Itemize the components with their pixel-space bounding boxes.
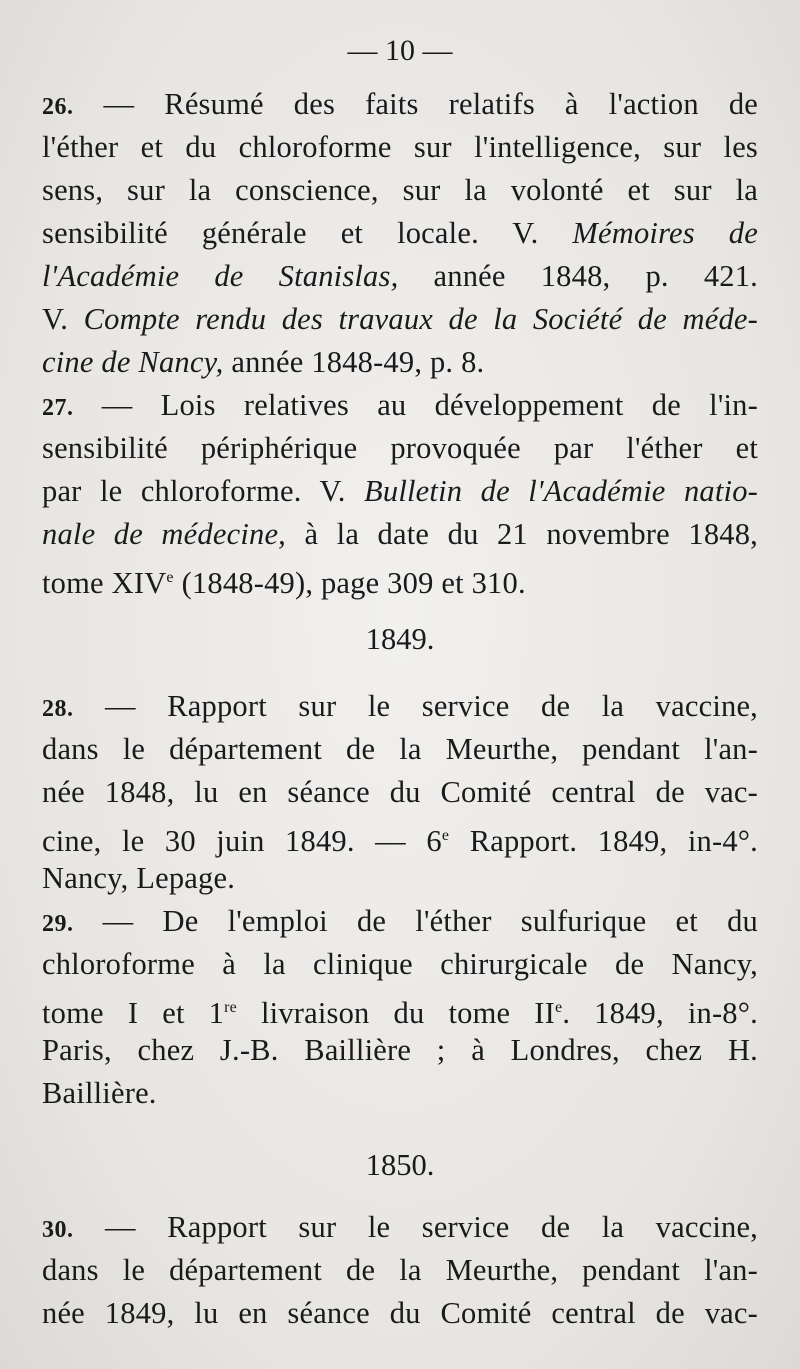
entry-29-line-5: Baillière. [42,1076,157,1110]
year-heading-1850: 1850. [365,1148,435,1182]
entry-number: 30. [42,1217,74,1243]
entry-29-line-3: tome I et 1re livraison du tome IIe. 1849, in-8°. [42,996,758,1031]
entry-26-line-2: l'éther et du chloroforme sur l'intelligence, sur les [42,130,758,164]
entry-26-line-6: V. Compte rendu des travaux de la Société de méde- [42,302,758,336]
entry-27-line-5: tome XIVe (1848-49), page 309 et 310. [42,566,526,601]
entry-29-line-4: Paris, chez J.-B. Baillière ; à Londres, chez H. [42,1033,758,1067]
entry-29-line-1: 29. — De l'emploi de l'éther sulfurique et du [42,904,758,938]
entry-27-line-1: 27. — Lois relatives au développement de l'in- [42,388,758,422]
entry-28-line-1: 28. — Rapport sur le service de la vaccine, [42,689,759,723]
entry-number: 27. [42,395,74,421]
page-number-header: — 10 — [347,34,453,67]
entry-28-line-4: cine, le 30 juin 1849. — 6e Rapport. 1849, in-4°. [42,824,758,859]
entry-26-line-4: sensibilité générale et locale. V. Mémoires de [42,216,758,250]
entry-26-line-7: cine de Nancy, année 1848-49, p. 8. [42,345,485,379]
entry-29-line-2: chloroforme à la clinique chirurgicale de Nancy, [42,947,758,981]
entry-30-line-3: née 1849, lu en séance du Comité central de vac- [42,1296,758,1330]
entry-30-line-2: dans le département de la Meurthe, pendant l'an- [42,1253,758,1287]
entry-27-line-2: sensibilité périphérique provoquée par l'éther et [42,431,758,465]
entry-27-line-4: nale de médecine, à la date du 21 novembre 1848, [42,517,758,551]
entry-26-line-5: l'Académie de Stanislas, année 1848, p. 421. [42,259,758,293]
entry-27-line-3: par le chloroforme. V. Bulletin de l'Académie natio- [42,474,758,508]
entry-28-line-2: dans le département de la Meurthe, pendant l'an- [42,732,758,766]
entry-number: 26. [42,94,74,120]
year-heading-1849: 1849. [365,622,435,656]
entry-number: 28. [42,696,74,722]
entry-28-line-3: née 1848, lu en séance du Comité central de vac- [42,775,758,809]
entry-26-line-3: sens, sur la conscience, sur la volonté et sur la [42,173,758,207]
entry-30-line-1: 30. — Rapport sur le service de la vaccine, [42,1210,759,1244]
entry-number: 29. [42,911,74,937]
entry-28-line-5: Nancy, Lepage. [42,861,236,895]
entry-26-line-1: 26. — Résumé des faits relatifs à l'action de [42,87,759,121]
